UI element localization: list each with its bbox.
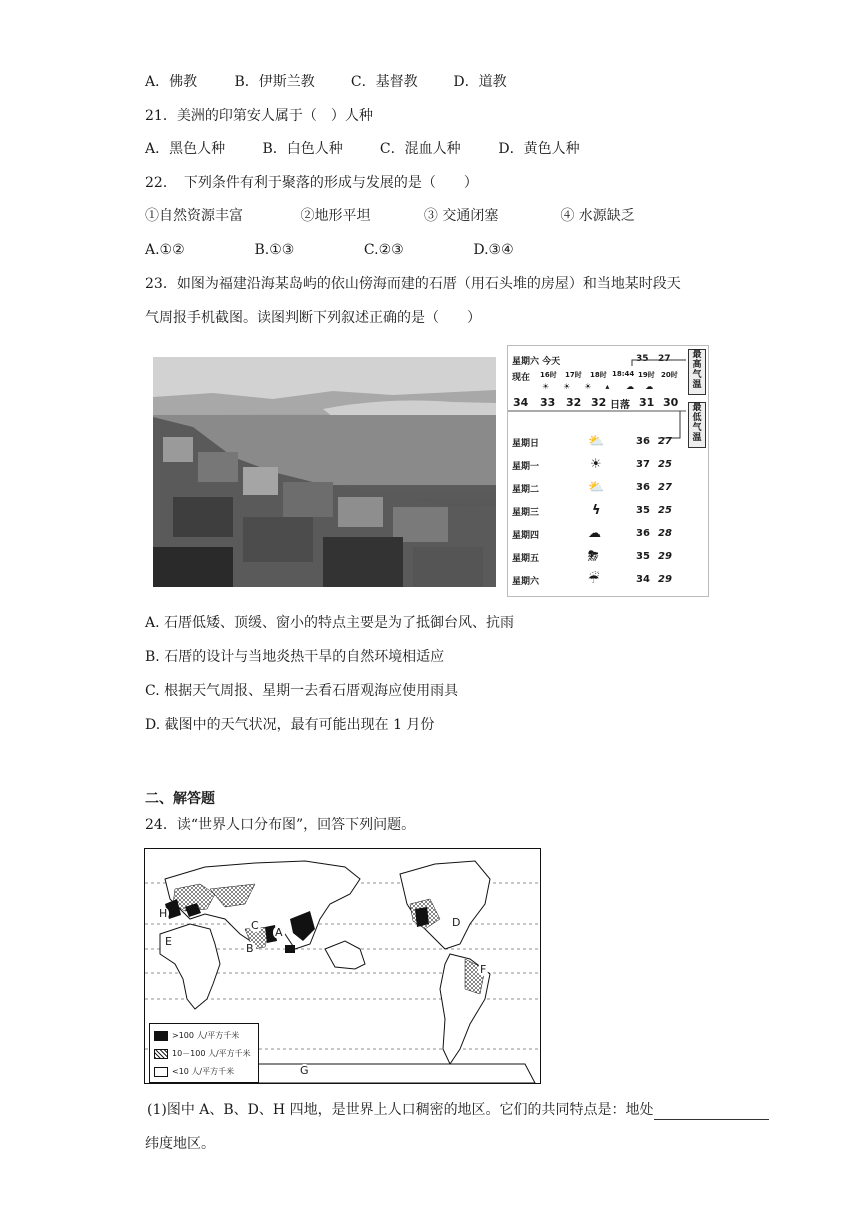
- hourly-icons: [542, 382, 653, 391]
- q23-stem-line1: 23．如图为福建沿海某岛屿的依山傍海而建的石厝（用石头堆的房屋）和当地某时段天: [145, 276, 681, 292]
- hour-6: 20时: [661, 371, 678, 379]
- day-high: 37: [636, 459, 650, 470]
- q22-options: [145, 240, 514, 260]
- day-name: 星期日: [512, 439, 540, 449]
- sunset-icon: ▴: [605, 382, 610, 391]
- q24-sub1: [147, 1100, 769, 1120]
- day-name: 星期二: [512, 485, 540, 495]
- hour-5: 19时: [638, 371, 655, 379]
- q23-option-a: A. 石厝低矮、顶缓、窗小的特点主要是为了抵御台风、抗雨: [145, 615, 515, 631]
- day-high: 35: [636, 551, 650, 562]
- cloud-icon: ☁: [645, 382, 654, 391]
- day-name: 星期六: [512, 577, 540, 587]
- day-high: 34: [636, 574, 650, 585]
- q24-sub1-text: (1)图中 A、B、D、H 四地，是世界上人口稠密的地区。它们的共同特点是：地处: [147, 1102, 654, 1118]
- q20-option-c: C．基督教: [350, 74, 418, 90]
- thunder-rain-icon: ⛈: [588, 549, 599, 564]
- day-high: 36: [636, 528, 650, 539]
- q21-options: [145, 139, 580, 159]
- cloudy-sun-icon: ⛅: [588, 480, 605, 495]
- daily-row: [508, 572, 686, 592]
- world-population-map: [144, 848, 541, 1084]
- map-label-d: D: [452, 916, 461, 929]
- hourly-temp-0: 34: [513, 396, 529, 409]
- q22-condition-3: ③ 交通闭塞: [423, 208, 499, 224]
- map-legend: [149, 1023, 259, 1083]
- weather-forecast-panel: [507, 345, 709, 597]
- daily-row: [508, 549, 686, 569]
- hour-3: 18时: [590, 371, 607, 379]
- sun-icon: ☀: [584, 382, 592, 391]
- q22-condition-4: ④ 水源缺乏: [560, 208, 635, 224]
- sun-icon: ☀: [542, 382, 550, 391]
- daily-row: [508, 457, 686, 477]
- q22-stem: 22． 下列条件有利于聚落的形成与发展的是（ ）: [145, 175, 478, 191]
- hourly-temp-1: 33: [540, 396, 556, 409]
- q20-option-d: D．道教: [453, 74, 507, 90]
- day-name: 星期四: [512, 531, 540, 541]
- sun-icon: ☀: [563, 382, 571, 391]
- hour-0: 现在: [512, 373, 531, 383]
- hour-2: 17时: [565, 371, 582, 379]
- cloud-icon: ☁: [588, 526, 601, 541]
- q23-stem-line2: 气周报手机截图。读图判断下列叙述正确的是（ ）: [145, 310, 481, 326]
- day-name: 星期三: [512, 508, 540, 518]
- map-label-a: A: [275, 926, 283, 939]
- day-low: 29: [658, 574, 672, 585]
- q20-options: [145, 72, 507, 92]
- q22-option-c: C.②③: [363, 242, 404, 258]
- q22-condition-1: ①自然资源丰富: [145, 208, 243, 224]
- day-low: 27: [658, 436, 672, 447]
- q24-sub1-end: 纬度地区。: [145, 1136, 215, 1152]
- legend-label: 10－100 人/平方千米: [172, 1049, 251, 1058]
- lightning-icon: ϟ: [592, 503, 601, 518]
- day-low: 25: [658, 505, 672, 516]
- map-label-g: G: [300, 1064, 309, 1077]
- legend-item: [154, 1030, 239, 1041]
- q20-option-b: B．伊斯兰教: [234, 74, 315, 90]
- cloudy-sun-icon: ⛅: [588, 434, 605, 449]
- hourly-sunset: 日落: [610, 400, 630, 411]
- day-name: 星期五: [512, 554, 540, 564]
- legend-swatch-dense: [154, 1031, 168, 1041]
- q21-option-c: C．混血人种: [379, 141, 461, 157]
- q24-stem: 24．读“世界人口分布图”，回答下列问题。: [145, 817, 416, 833]
- legend-swatch-sparse: [154, 1067, 168, 1077]
- label-low-temp: 最低气温: [688, 402, 706, 448]
- q23-option-b: B. 石厝的设计与当地炎热干旱的自然环境相适应: [145, 649, 445, 665]
- q22-option-b: B.①③: [254, 242, 295, 258]
- day-high: 36: [636, 436, 650, 447]
- stone-houses-illustration: [153, 357, 496, 587]
- hourly-temp-5: 31: [639, 396, 655, 409]
- q22-condition-2: ②地形平坦: [300, 208, 371, 224]
- map-label-b: B: [246, 942, 254, 955]
- sun-icon: ☀: [590, 457, 602, 472]
- map-label-c: C: [251, 919, 259, 932]
- hourly-temp-2: 32: [566, 396, 582, 409]
- q22-option-d: D.③④: [473, 242, 514, 258]
- answer-blank[interactable]: [654, 1105, 769, 1120]
- hourly-temp-6: 30: [663, 396, 679, 409]
- day-low: 29: [658, 551, 672, 562]
- hour-1: 16时: [540, 371, 557, 379]
- q21-option-a: A．黑色人种: [145, 141, 226, 157]
- map-label-h: H: [159, 907, 168, 920]
- map-label-e: E: [165, 935, 172, 948]
- q21-stem: 21．美洲的印第安人属于（ ）人种: [145, 108, 373, 124]
- today-high: 35: [636, 354, 649, 364]
- section-title: 二、解答题: [145, 791, 215, 807]
- hourly-temp-3: 32: [591, 396, 607, 409]
- map-label-f: F: [480, 963, 487, 976]
- day-low: 28: [658, 528, 672, 539]
- daily-row: [508, 503, 686, 523]
- q23-option-c: C. 根据天气周报、星期一去看石厝观海应使用雨具: [145, 683, 459, 699]
- legend-label: <10 人/平方千米: [172, 1067, 235, 1076]
- day-high: 35: [636, 505, 650, 516]
- today-low: 27: [658, 354, 671, 364]
- day-name: 星期一: [512, 462, 540, 472]
- weather-header: 星期六 今天: [512, 357, 561, 367]
- q22-option-a: A.①②: [145, 242, 185, 258]
- q20-option-a: A．佛教: [145, 74, 198, 90]
- q21-option-b: B．白色人种: [262, 141, 343, 157]
- day-high: 36: [636, 482, 650, 493]
- day-low: 25: [658, 459, 672, 470]
- label-high-temp: 最高气温: [688, 349, 706, 395]
- q21-option-d: D．黄色人种: [498, 141, 580, 157]
- daily-row: [508, 434, 686, 454]
- q22-conditions: [145, 206, 635, 226]
- rain-icon: ☔: [588, 572, 600, 587]
- legend-label: >100 人/平方千米: [172, 1031, 240, 1040]
- cloud-icon: ☁: [626, 382, 635, 391]
- q23-option-d: D. 截图中的天气状况，最有可能出现在 1 月份: [145, 717, 435, 733]
- stone-houses-photo: [153, 357, 496, 587]
- legend-item: [154, 1066, 234, 1077]
- daily-row: [508, 480, 686, 500]
- hour-4: 18:44: [612, 370, 635, 378]
- legend-item: [154, 1048, 251, 1059]
- day-low: 27: [658, 482, 672, 493]
- legend-swatch-medium: [154, 1049, 168, 1059]
- daily-row: [508, 526, 686, 546]
